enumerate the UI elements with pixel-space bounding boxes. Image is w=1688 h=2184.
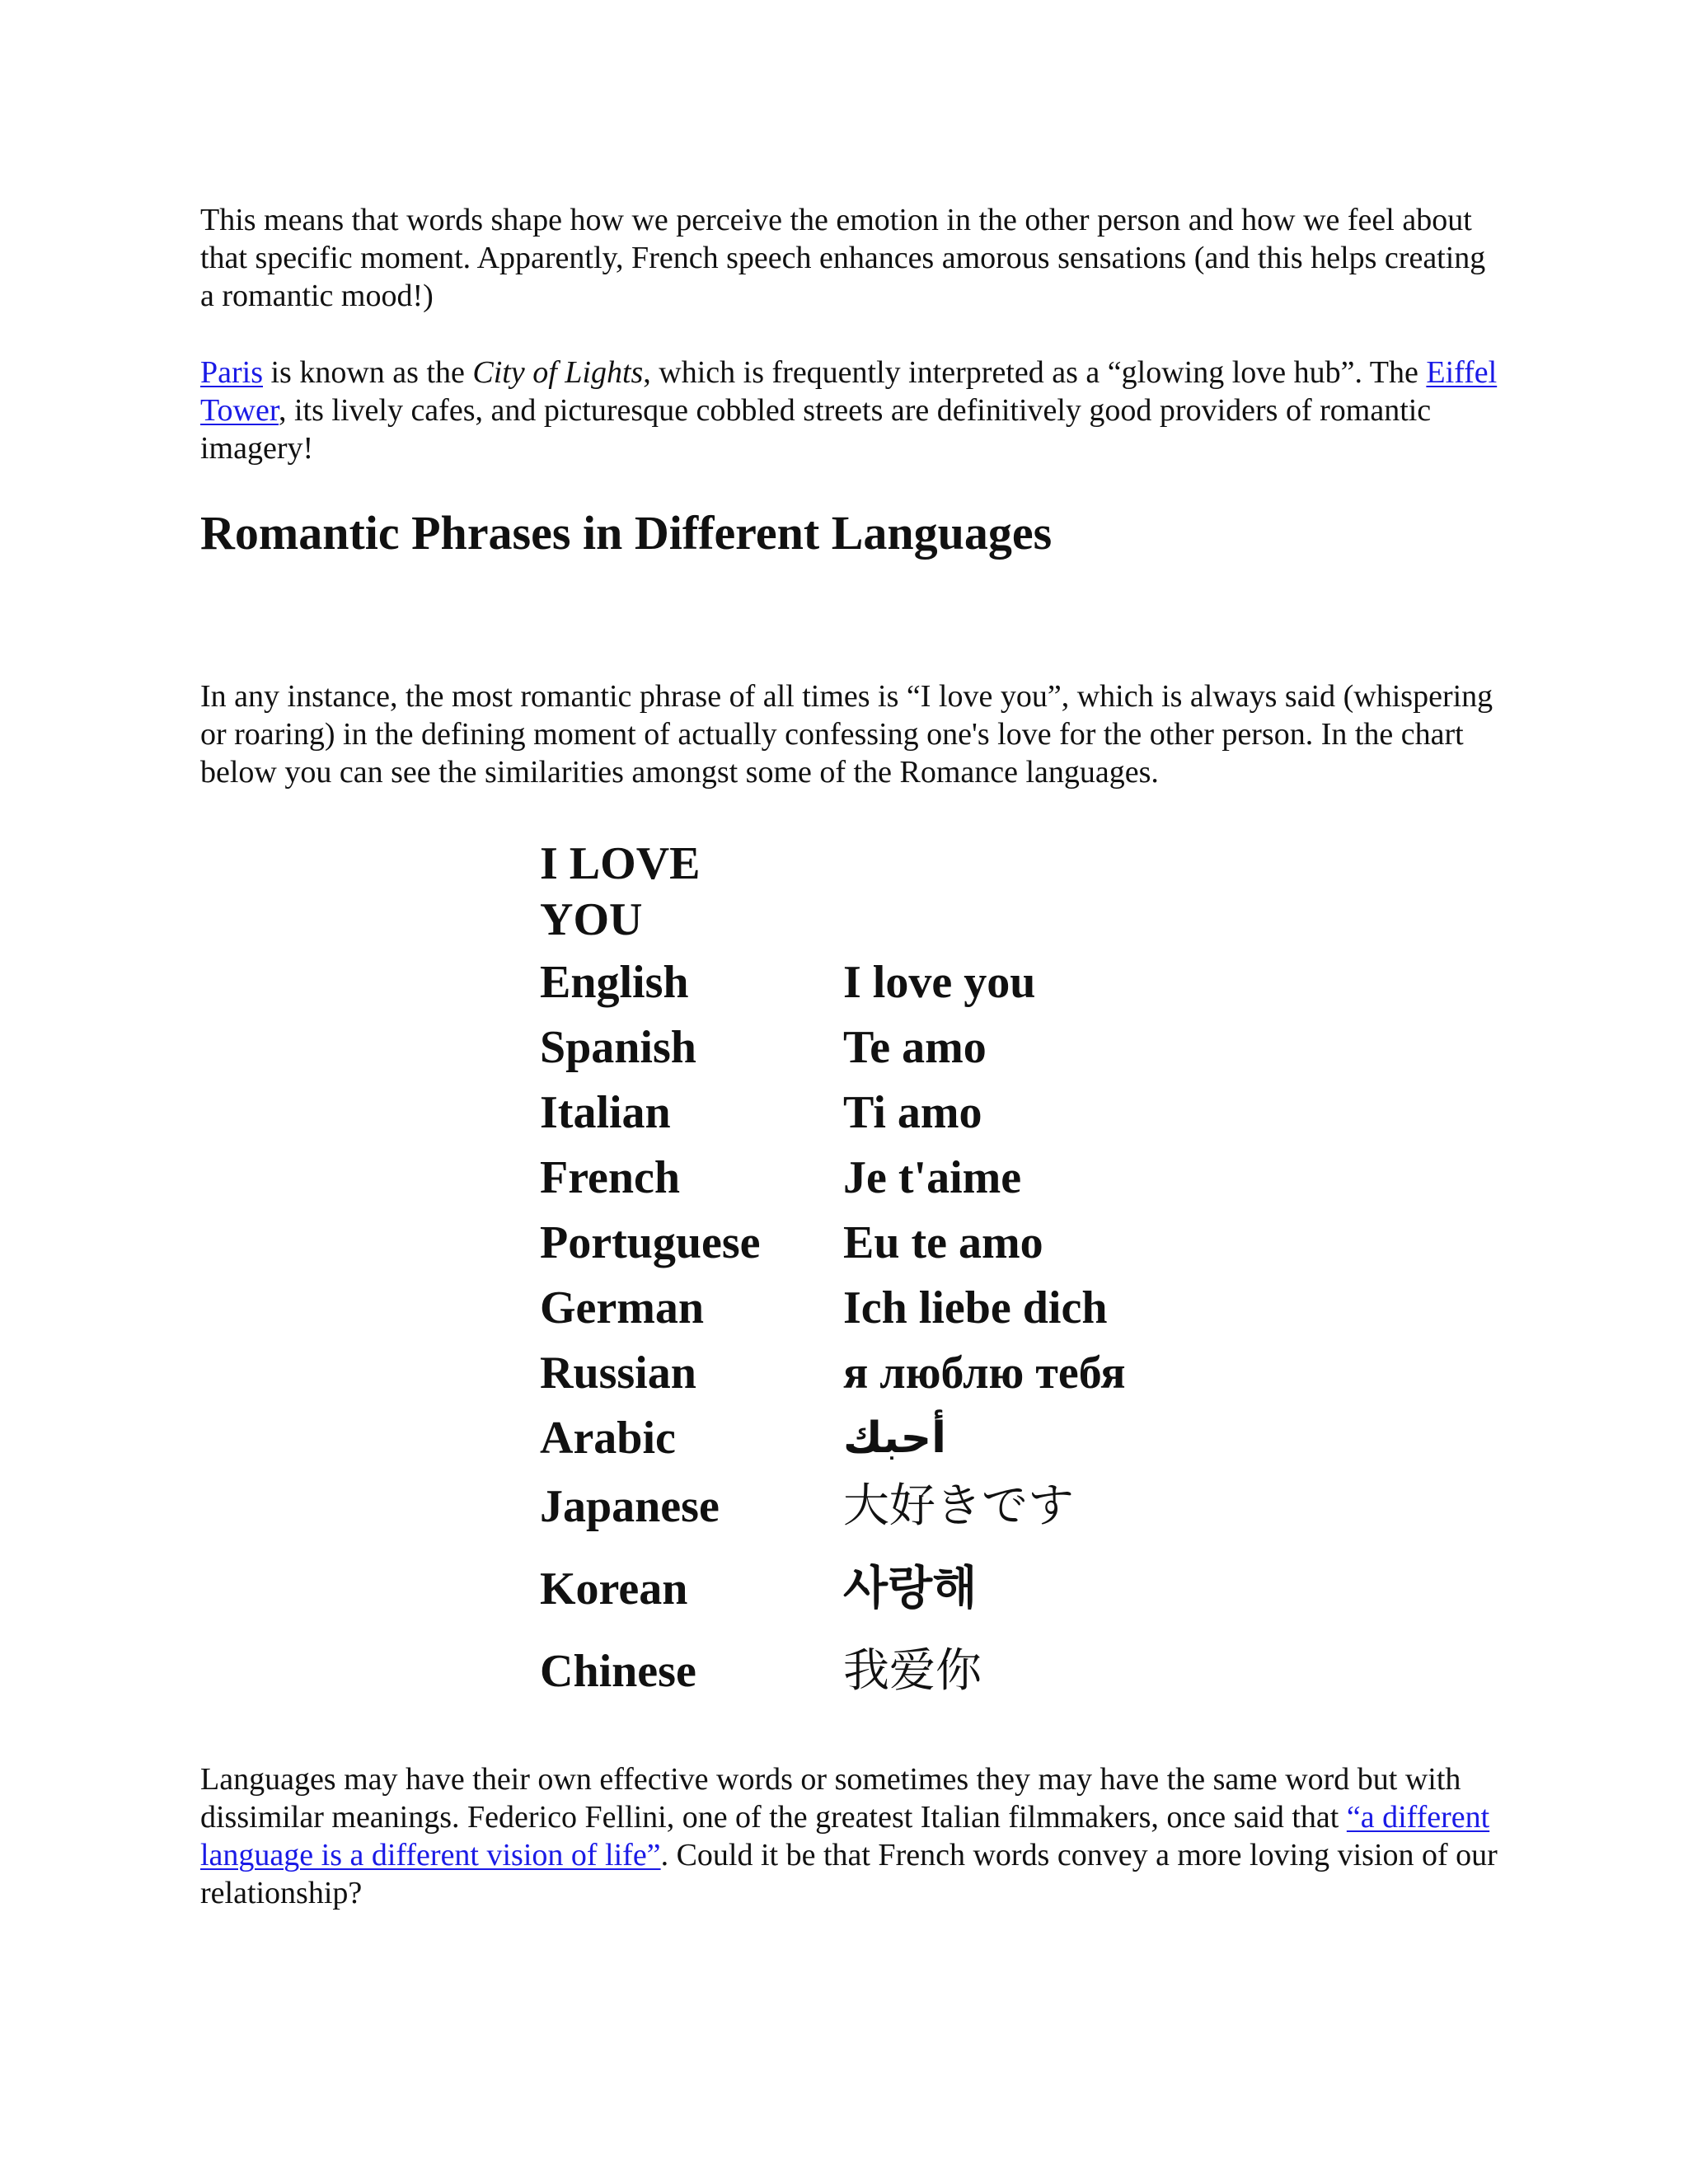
chart-row-portuguese bbox=[540, 1212, 1282, 1274]
paragraph-text: This means that words shape how we perceive the emotion in the other person and how we feel about that specific moment. Apparently, French speech enhances amorous sensations (and this helps creating a romantic mood!) bbox=[200, 203, 1486, 313]
language-label: Arabic bbox=[540, 1413, 676, 1464]
language-label: English bbox=[540, 957, 689, 1008]
phrase-text: Ti amo bbox=[843, 1087, 982, 1138]
chart-row-german bbox=[540, 1277, 1282, 1339]
chart-row-italian bbox=[540, 1081, 1282, 1144]
language-label: Chinese bbox=[540, 1646, 696, 1697]
language-label: Russian bbox=[540, 1347, 696, 1399]
section-heading: Romantic Phrases in Different Languages bbox=[200, 506, 1053, 560]
paragraph-text: , its lively cafes, and picturesque cobbled streets are definitively good providers of romantic imagery! bbox=[200, 393, 1432, 466]
language-label: French bbox=[540, 1152, 681, 1203]
language-label: Spanish bbox=[540, 1022, 696, 1073]
chart-row-chinese bbox=[540, 1640, 1282, 1703]
phrase-text: Ich liebe dich bbox=[843, 1282, 1108, 1333]
language-label: Korean bbox=[540, 1563, 688, 1615]
phrase-text: I love you bbox=[843, 957, 1036, 1008]
paragraph-words-shape-emotion bbox=[200, 201, 1503, 315]
chart-row-russian bbox=[540, 1342, 1282, 1404]
language-label: German bbox=[540, 1282, 705, 1333]
phrase-text: 我爱你 bbox=[843, 1644, 982, 1698]
paragraph-paris bbox=[200, 354, 1503, 467]
phrase-text: я люблю тебя bbox=[843, 1347, 1126, 1399]
language-label: Italian bbox=[540, 1087, 671, 1138]
phrase-text: أحبك bbox=[843, 1413, 946, 1463]
phrase-text: Je t'aime bbox=[843, 1152, 1022, 1203]
chart-row-arabic bbox=[540, 1407, 1282, 1469]
paragraph-text: In any instance, the most romantic phrase of all times is “I love you”, which is always said (whispering or roaring) in the defining moment of actually confessing one's love for the other person. In the chart below you can see the similarities amongst some of the Romance languages. bbox=[200, 679, 1493, 790]
paragraph-fellini bbox=[200, 1760, 1503, 1912]
phrase-text: 大好きです bbox=[843, 1479, 1074, 1533]
paragraph-i-love-you bbox=[200, 677, 1503, 791]
paragraph-text: is known as the bbox=[263, 355, 473, 390]
fellini-quote-link[interactable]: “a different language is a different vision of life” bbox=[200, 1800, 1490, 1872]
paragraph-text: . Could it be that French words convey a more loving vision of our relationship? bbox=[200, 1838, 1498, 1910]
phrase-text: Te amo bbox=[843, 1022, 987, 1073]
phrase-text: Eu te amo bbox=[843, 1217, 1043, 1268]
language-label: Japanese bbox=[540, 1481, 720, 1532]
chart-title: I LOVE YOU bbox=[540, 838, 701, 945]
chart-row-japanese bbox=[540, 1475, 1282, 1538]
language-label: Portuguese bbox=[540, 1217, 761, 1268]
chart-row-french bbox=[540, 1146, 1282, 1209]
phrase-text: 사랑해 bbox=[843, 1562, 978, 1615]
eiffel-tower-link[interactable]: Eiffel Tower bbox=[200, 355, 1498, 428]
chart-row-korean bbox=[540, 1558, 1282, 1620]
city-of-lights-italic: City of Lights bbox=[472, 355, 644, 390]
paragraph-text: Languages may have their own effective words or sometimes they may have the same word but with dissimilar meanings. Federico Fellini, one of the greatest Italian filmmakers, once said that bbox=[200, 1762, 1461, 1835]
chart-row-english bbox=[540, 951, 1282, 1014]
chart-row-spanish bbox=[540, 1016, 1282, 1079]
paragraph-text: , which is frequently interpreted as a “glowing love hub”. The bbox=[643, 355, 1427, 390]
paris-link[interactable]: Paris bbox=[200, 355, 263, 390]
